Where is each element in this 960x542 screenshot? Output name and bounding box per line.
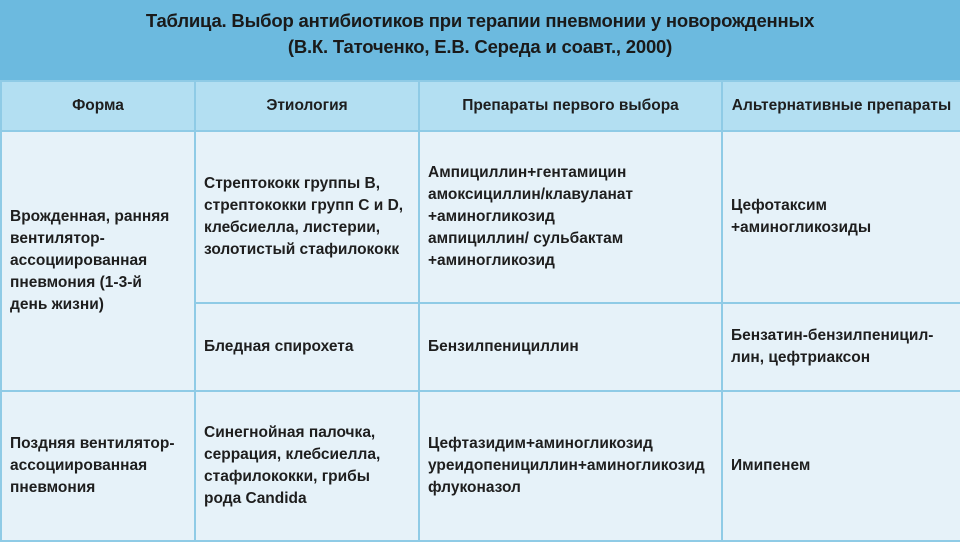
text-line: амоксициллин/клавуланат [428,186,634,203]
text-line: пневмония [10,479,96,496]
text-line: Синегнойная палочка, [204,424,376,441]
text-line: лин, цефтриаксон [731,349,871,366]
text-line: серрация, клебсиелла, [204,446,381,463]
text-line: Бледная спирохета [204,338,354,355]
text-line: пневмония (1-3-й [10,274,142,291]
antibiotics-table [0,80,960,542]
table-caption [0,0,960,80]
cell-etiology [195,303,419,391]
cell-etiology [195,131,419,303]
text-line: +аминогликозид [428,252,555,269]
text-line: золотистый стафилококк [204,241,400,258]
cell-alternative [722,303,960,391]
table-row [1,131,960,303]
cell-form [1,131,195,391]
text-line: вентилятор- [10,230,105,247]
text-line: Ампициллин+гентамицин [428,164,627,181]
caption-line-1: Таблица. Выбор антибиотиков при терапии пневмонии у новорожденных [145,10,815,31]
header-alternative: Альтернативные препараты [722,81,960,131]
text-line: стрептококки групп С и D, [204,197,404,214]
text-line: Цефтазидим+аминогликозид [428,435,653,452]
cell-alternative [722,391,960,541]
text-line: Цефотаксим [731,197,827,214]
header-form: Форма [1,81,195,131]
cell-first-choice [419,131,722,303]
header-etiology: Этиология [195,81,419,131]
table-row [1,391,960,541]
header-first-choice: Препараты первого выбора [419,81,722,131]
text-line: уреидопенициллин+аминогликозид [428,457,705,474]
cell-alternative [722,131,960,303]
cell-etiology [195,391,419,541]
table-header-row [1,81,960,131]
text-line: ампициллин/ сульбактам [428,230,624,247]
text-line: рода Candida [204,490,307,507]
cell-first-choice [419,303,722,391]
text-line: Врожденная, ранняя [10,208,170,225]
text-line: стафилококки, грибы [204,468,370,485]
text-line: Бензатин-бензилпеницил- [731,327,934,344]
text-line: Стрептококк группы В, [204,175,381,192]
text-line: Бензилпенициллин [428,338,579,355]
text-line: клебсиелла, листерии, [204,219,381,236]
cell-form [1,391,195,541]
text-line: +аминогликозиды [731,219,872,236]
text-line: флуконазол [428,479,521,496]
text-line: ассоциированная [10,457,148,474]
text-line: ассоциированная [10,252,148,269]
text-line: Имипенем [731,457,811,474]
text-line: Поздняя вентилятор- [10,435,175,452]
text-line: день жизни) [10,296,104,313]
text-line: +аминогликозид [428,208,555,225]
cell-first-choice [419,391,722,541]
caption-line-2: (В.К. Таточенко, Е.В. Середа и соавт., 2000) [287,36,673,57]
